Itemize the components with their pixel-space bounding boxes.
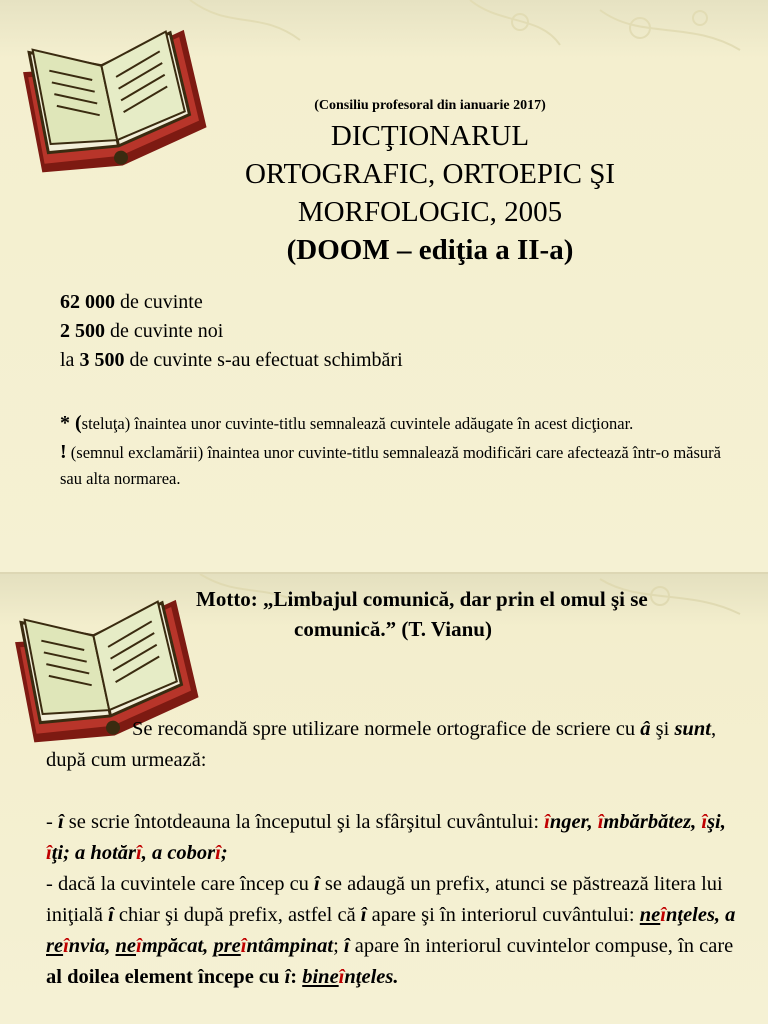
rule-2-text: - dacă la cuvintele care încep cu: [46, 873, 315, 895]
rule-2: [46, 869, 736, 993]
letter-i-circumflex: î: [314, 873, 320, 895]
stat-number: 3 500: [79, 349, 125, 371]
rule-2-text-e: apare în interiorul cuvintelor compuse, în care: [349, 935, 734, 957]
letter-i-circumflex: î: [284, 966, 291, 988]
stat-label: de cuvinte noi: [105, 320, 224, 342]
rule-1-text: se scrie întotdeauna la începutul şi la sfârşitul cuvântului:: [63, 811, 545, 833]
motto-line-2: comunică.” (T. Vianu): [294, 617, 492, 641]
intro-text: Se recomandă spre utilizare normele ortografice de scriere cu: [132, 718, 641, 740]
letter-i-circumflex: î: [108, 904, 114, 926]
note-asterisk-text: steluţa) înaintea unor cuvinte-titlu semnalează cuvintele adăugate în acest dicţionar.: [81, 414, 634, 433]
page-title: [150, 117, 710, 269]
example-compound-word: bineînţeles.: [302, 966, 399, 988]
example-words: înger, îmbărbătez, îşi, îţi; a hotărî, a coborî;: [46, 811, 726, 864]
stat-words: [60, 288, 720, 317]
stat-number: 2 500: [60, 320, 105, 342]
rules-body: [46, 714, 736, 993]
subtitle: (Consiliu profesoral din ianuarie 2017): [314, 98, 546, 113]
intro-text-3: , după cum urmează:: [46, 718, 717, 771]
rule-2-text-d: apare şi în interiorul cuvântului:: [366, 904, 640, 926]
title-line-4: (DOOM – ediţia a II-a): [286, 234, 574, 266]
intro-text-2: şi: [650, 718, 675, 740]
letter-i-circumflex: î: [343, 935, 350, 957]
intro-paragraph: [46, 714, 736, 776]
asterisk-symbol: * (: [60, 412, 82, 434]
notes: [60, 410, 725, 492]
word-sunt: sunt: [674, 718, 711, 740]
note-asterisk: [60, 410, 725, 437]
title-line-2: ORTOGRAFIC, ORTOEPIC ŞI: [244, 158, 616, 190]
separator: ;: [333, 935, 344, 957]
stat-label: de cuvinte s-au efectuat schimbări: [124, 349, 403, 371]
stat-new-words: [60, 317, 720, 346]
letter-i-circumflex: î: [360, 904, 367, 926]
title-line-1: DICŢIONARUL: [330, 120, 530, 152]
rule-dash: -: [46, 811, 58, 833]
stats-list: [60, 288, 720, 375]
letter-a-circumflex: â: [640, 718, 651, 740]
example-words-prefix: neînţeles, a reînvia, neîmpăcat, preîntâmpinat: [46, 904, 736, 957]
stat-changed-words: [60, 346, 720, 375]
note-exclamation-text: (semnul exclamării) înaintea unor cuvinte-titlu semnalează modificări care afectează într-o măsură sau alta normarea.: [60, 443, 721, 488]
rule-2-text-b: se adaugă un prefix, atunci se păstrează litera lui iniţială: [46, 873, 723, 926]
stat-prefix: la: [60, 349, 80, 371]
stat-number: 62 000: [60, 291, 115, 313]
note-exclamation: [60, 439, 725, 492]
motto: [196, 584, 766, 644]
exclamation-symbol: !: [60, 441, 67, 463]
slide-spelling-rules: [0, 574, 768, 1024]
stat-label: de cuvinte: [115, 291, 203, 313]
title-line-3: MORFOLOGIC, 2005: [297, 196, 563, 228]
rule-2-text-c: chiar şi după prefix, astfel că: [113, 904, 361, 926]
colon: :: [290, 966, 303, 988]
rule-1: [46, 807, 736, 869]
motto-line-1: Motto: „Limbajul comunică, dar prin el omul şi se: [196, 587, 648, 611]
letter-i-circumflex: î: [57, 811, 64, 833]
rule-2-bold: al doilea element începe cu: [46, 966, 285, 988]
